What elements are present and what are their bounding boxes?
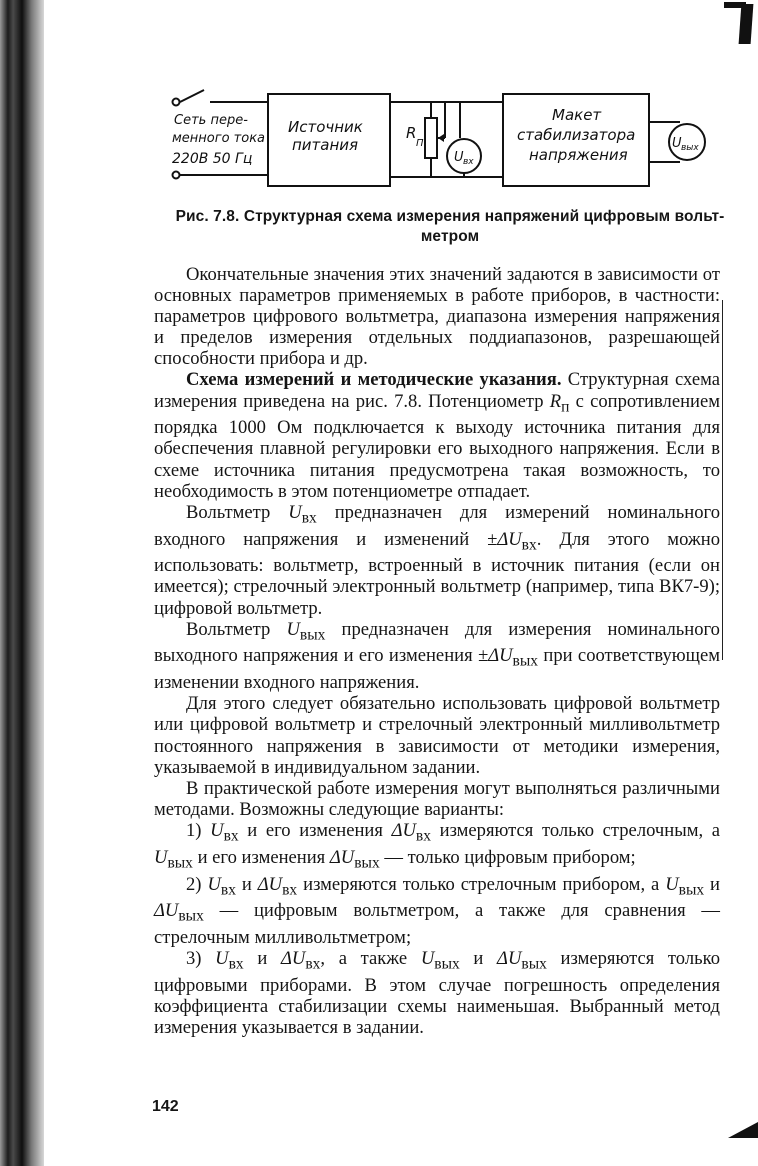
paragraph-6: В практической работе измерения могут выполняться различными методами. Возможны следующие варианты: <box>154 777 720 820</box>
symbol-U: U <box>215 948 229 970</box>
symbol-U: U <box>288 501 302 523</box>
symbol-U: U <box>210 819 224 841</box>
item-text: измеряются только цифровыми приборами. В этом случае погрешность определения коэффициента стабилизации схемы наименьшая. Выбранный метод измерения указывается в задании. <box>154 948 720 1039</box>
stabilizer-label-line1: Макет <box>552 106 602 124</box>
symbol-dU-sub: вх <box>305 956 321 973</box>
figure-caption <box>150 207 750 247</box>
stabilizer-label-line3: напряжения <box>529 146 628 164</box>
list-item-1 <box>154 820 720 874</box>
meter-out-label: U <box>672 136 682 151</box>
symbol-U: U <box>286 618 300 640</box>
symbol-dU: ΔU <box>391 819 416 841</box>
symbol-U: U <box>420 948 435 970</box>
symbol-U-sub: вых <box>434 956 460 973</box>
symbol-U: U <box>207 873 221 895</box>
power-supply-label-line2: питания <box>292 136 359 154</box>
section-heading: Схема измерений и методические указания. <box>186 369 562 391</box>
symbol-dU: ΔU <box>154 900 179 922</box>
paragraph-2-text-b: с сопротивлением порядка 1000 Ом подключается к выходу источника питания для обеспечения плавной регулировки его выходного напряжения. Если в схеме источника питания предусмотрена такая возможность, то необходимость в этом потенциометре отпадает. <box>154 390 720 502</box>
item-text: — только цифровым прибором; <box>379 846 636 868</box>
mains-label-line2: менного тока <box>172 131 266 146</box>
symbol-dU-sub: вых <box>178 908 204 926</box>
mains-label-line1: Сеть пере- <box>174 113 248 128</box>
symbol-R-sub: п <box>561 398 570 416</box>
symbol-dU: ΔU <box>497 948 522 970</box>
p3-text-a: Вольтметр <box>186 501 289 523</box>
paragraph-4 <box>154 619 720 694</box>
p3-text-c: . Для этого можно использовать: вольтметр, встроенный в источник питания (если он имеется); стрелочный электронный вольтметр (например, типа ВК7-9); цифровой вольтметр. <box>154 528 721 619</box>
symbol-pm-dU-sub: вх <box>521 536 537 554</box>
corner-scan-mark-top <box>724 2 746 8</box>
item-text: и <box>704 873 721 895</box>
item-text: и <box>243 948 281 970</box>
p4-text-c: при соответствующем изменении входного напряжения. <box>154 645 720 694</box>
meter-in-label: U <box>454 150 464 165</box>
p4-text-a: Вольтметр <box>186 618 287 640</box>
symbol-dU: ΔU <box>329 846 355 868</box>
resistor-label: R <box>406 124 417 142</box>
power-supply-label-line1: Источник <box>288 118 363 136</box>
symbol-pm-dU: ±ΔU <box>487 528 522 550</box>
stabilizer-label-line2: стабилизатора <box>517 126 636 144</box>
item-text: измеряются только стрелочным, а <box>430 819 721 841</box>
symbol-U-sub: вых <box>299 626 326 644</box>
symbol-dU-sub: вых <box>354 854 380 872</box>
item-text: и его изменения <box>238 819 392 841</box>
symbol-U-sub: вх <box>223 827 239 845</box>
item-text: и <box>459 948 498 970</box>
item-text: измеряются только стрелочным прибором, а <box>297 873 666 895</box>
paragraph-2-text-a: Структурная схема измерения приведена на рис. 7.8. Потенциометр <box>154 369 720 412</box>
list-item-2 <box>154 874 720 949</box>
item-number: 2) <box>186 873 202 895</box>
mains-label-line3: 220В 50 Гц <box>172 151 253 167</box>
bottom-scan-mark <box>728 1122 758 1138</box>
list-item-3 <box>154 948 720 1038</box>
page-number: 142 <box>152 1098 179 1115</box>
symbol-U-sub: вх <box>228 956 244 973</box>
symbol-U-sub: вх <box>301 509 317 527</box>
symbol-dU: ΔU <box>257 873 283 895</box>
symbol-dU: ΔU <box>280 948 306 970</box>
resistor-label-sub: П <box>416 138 424 149</box>
item-number: 3) <box>186 948 202 970</box>
symbol-R: R <box>549 390 562 412</box>
item-number: 1) <box>186 819 202 841</box>
symbol-U-sub: вх <box>220 881 236 899</box>
paragraph-5: Для этого следует обязательно использовать цифровой вольтметр или цифровой вольтметр и стрелочный электронный милливольтметр постоянного напряжения в зависимости от методики измерения, указываемой в индивидуальном задании. <box>154 693 720 778</box>
item-text: и его изменения <box>192 846 330 868</box>
symbol-U-sub: вых <box>678 881 705 899</box>
symbol-dU-sub: вх <box>282 881 298 899</box>
paragraph-2 <box>154 369 720 501</box>
item-text: , а также <box>320 948 421 970</box>
symbol-pm-dU-sub: вых <box>512 653 539 671</box>
figure-block-diagram <box>160 80 720 200</box>
paragraph-3 <box>154 502 720 619</box>
symbol-U: U <box>154 846 168 868</box>
p4-text-b: предназначен для измерения номинального выходного напряжения и его изменения <box>154 618 720 667</box>
caption-line-2: метром <box>420 228 480 245</box>
item-text: — цифровым вольтметром, а также для сравнения — стрелочным милливольтметром; <box>154 900 720 949</box>
symbol-pm-dU: ±ΔU <box>478 645 513 667</box>
symbol-U-sub: вых <box>167 854 193 872</box>
book-binding-shadow <box>0 0 44 1166</box>
meter-out-label-sub: вых <box>681 143 699 153</box>
symbol-U: U <box>665 873 679 895</box>
item-text: и <box>235 873 258 895</box>
meter-in-label-sub: вх <box>463 157 474 167</box>
body-text <box>154 264 720 1038</box>
margin-line <box>722 300 723 660</box>
symbol-dU-sub: вых <box>521 956 547 973</box>
caption-line-1: Рис. 7.8. Структурная схема измерения напряжений цифровым вольт- <box>175 208 725 225</box>
paragraph-1: Окончательные значения этих значений задаются в зависимости от основных параметров применяемых в работе приборов, в частности: параметров цифрового вольтметра, диапазона измерения напряжения и пределов измерения отдельных поддиапазонов, разрешающей способности прибора и др. <box>154 264 720 370</box>
p3-text-b: предназначен для измерений номинального входного напряжения и изменений <box>154 501 720 550</box>
corner-scan-mark <box>739 4 754 44</box>
symbol-dU-sub: вх <box>415 827 431 845</box>
